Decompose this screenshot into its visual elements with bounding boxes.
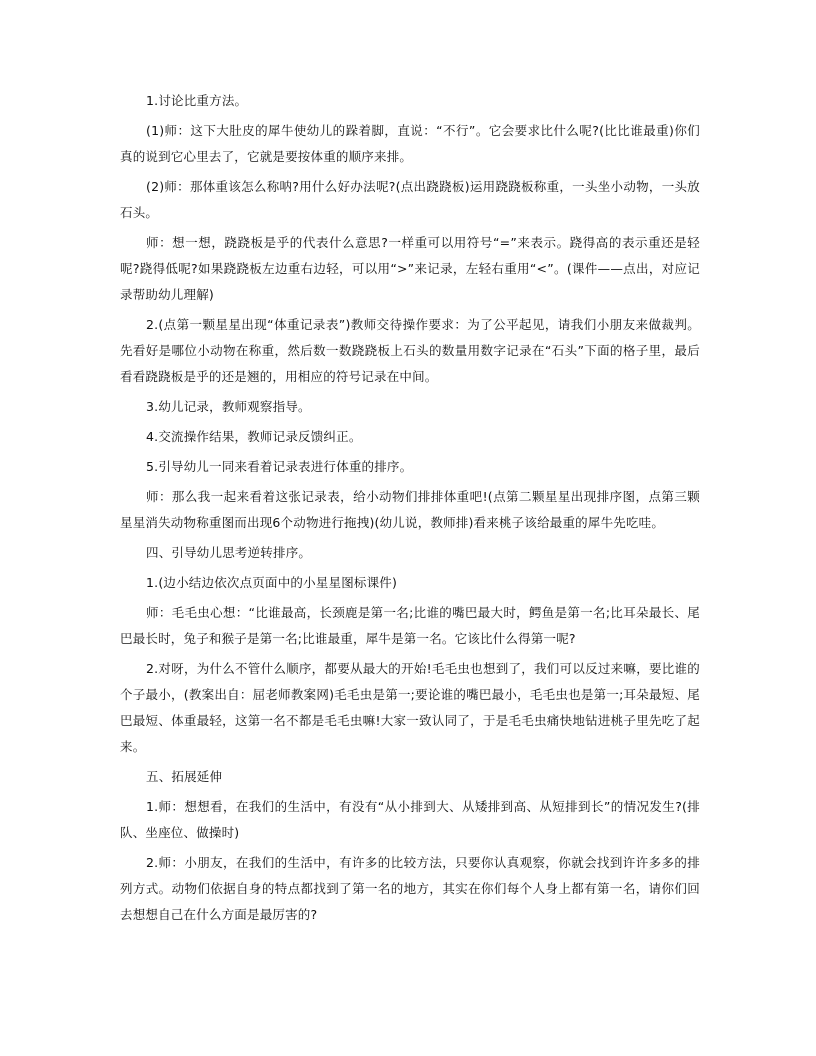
paragraph: 师：想一想，跷跷板是乎的代表什么意思?一样重可以用符号“=”来表示。跷得高的表示重还是轻呢?跷得低呢?如果跷跷板左边重右边轻，可以用“>”来记录，左轻右重用“<”。(课件——点出，对应记录帮助幼儿理解) <box>120 235 700 302</box>
section-heading: 四、引导幼儿思考逆转排序。 <box>146 545 312 560</box>
paragraph: 5.引导幼儿一同来看着记录表进行体重的排序。 <box>146 459 413 474</box>
paragraph: 2.师：小朋友，在我们的生活中，有许多的比较方法，只要你认真观察，你就会找到许许多多的排列方式。动物们依据自身的特点都找到了第一名的地方，其实在你们每个人身上都有第一名，请你们回去想想自己在什么方面是最厉害的? <box>120 855 700 922</box>
paragraph: 师：毛毛虫心想：“比谁最高，长颈鹿是第一名;比谁的嘴巴最大时，鳄鱼是第一名;比耳朵最长、尾巴最长时，兔子和猴子是第一名;比谁最重，犀牛是第一名。它该比什么得第一呢? <box>120 605 700 646</box>
paragraph: 1.(边小结边依次点页面中的小星星图标课件) <box>146 575 398 590</box>
document-page <box>120 88 700 932</box>
paragraph: 4.交流操作结果，教师记录反馈纠正。 <box>146 429 362 444</box>
paragraph: 1.师：想想看，在我们的生活中，有没有“从小排到大、从矮排到高、从短排到长”的情况发生?(排队、坐座位、做操时) <box>120 799 700 840</box>
paragraph: 师：那么我一起来看着这张记录表，给小动物们排排体重吧!(点第二颗星星出现排序图，点第三颗星星消失动物称重图而出现6个动物进行拖拽)(幼儿说，教师排)看来桃子该给最重的犀牛先吃哇。 <box>120 489 700 530</box>
paragraph: (1)师：这下大肚皮的犀牛使幼儿的跺着脚，直说：“不行”。它会要求比什么呢?(比比谁最重)你们真的说到它心里去了，它就是要按体重的顺序来排。 <box>120 123 700 164</box>
paragraph: 1.讨论比重方法。 <box>146 93 248 108</box>
paragraph: 2.(点第一颗星星出现“体重记录表”)教师交待操作要求：为了公平起见，请我们小朋友来做裁判。先看好是哪位小动物在称重，然后数一数跷跷板上石头的数量用数字记录在“石头”下面的格子里，最后看看跷跷板是乎的还是翘的，用相应的符号记录在中间。 <box>120 317 700 384</box>
paragraph: (2)师：那体重该怎么称呐?用什么好办法呢?(点出跷跷板)运用跷跷板称重，一头坐小动物，一头放石头。 <box>120 179 700 220</box>
paragraph: 3.幼儿记录，教师观察指导。 <box>146 399 311 414</box>
paragraph: 2.对呀，为什么不管什么顺序，都要从最大的开始!毛毛虫也想到了，我们可以反过来嘛，要比谁的个子最小，(教案出自：屈老师教案网)毛毛虫是第一;要论谁的嘴巴最小，毛毛虫也是第一;耳朵最短、尾巴最短、体重最轻，这第一名不都是毛毛虫嘛!大家一致认同了，于是毛毛虫痛快地钻进桃子里先吃了起来。 <box>120 661 700 754</box>
section-heading: 五、拓展延伸 <box>146 769 223 784</box>
